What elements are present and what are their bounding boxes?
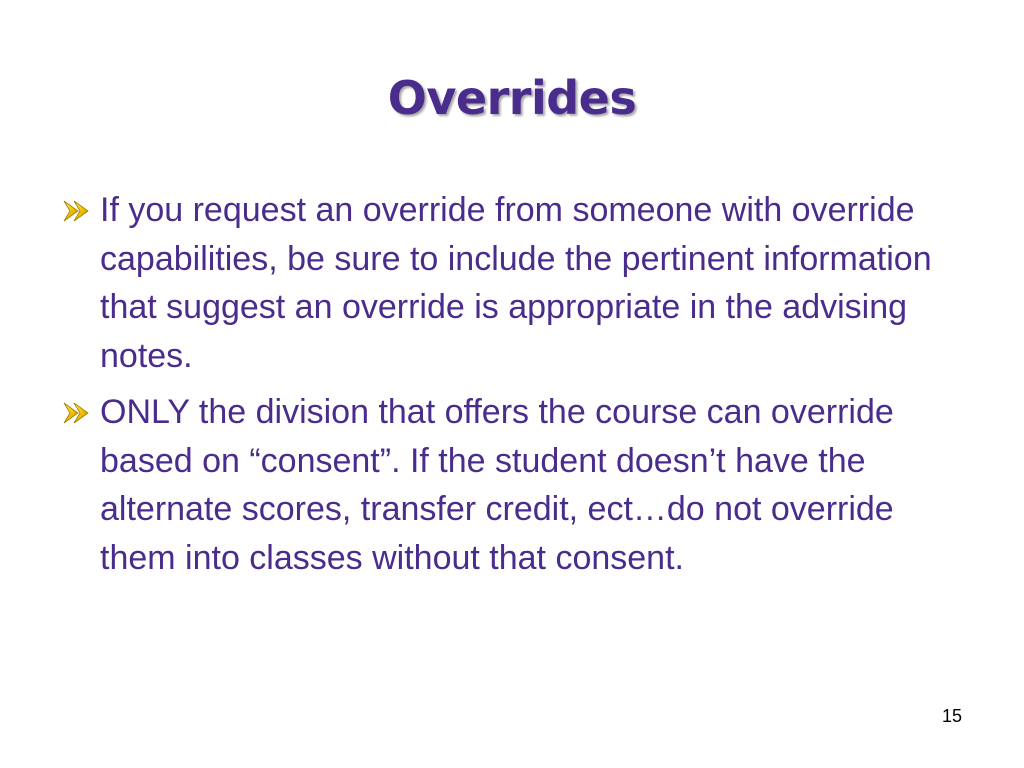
slide-title: Overrides — [387, 71, 637, 125]
bullet-item — [62, 186, 962, 380]
bullet-item — [62, 388, 962, 582]
arrow-bullet-icon — [62, 199, 90, 223]
page-number: 15 — [941, 706, 962, 726]
bullet-text: ONLY the division that offers the course can override based on “consent”. If the student doesn’t have the alternate scores, transfer credit, ect…do not override them into classes without that consent. — [100, 393, 894, 577]
bullet-text: If you request an override from someone with override capabilities, be sure to include the pertinent information that suggest an override is appropriate in the advising notes. — [100, 191, 932, 375]
arrow-bullet-icon — [62, 401, 90, 425]
bullet-list — [62, 186, 962, 590]
